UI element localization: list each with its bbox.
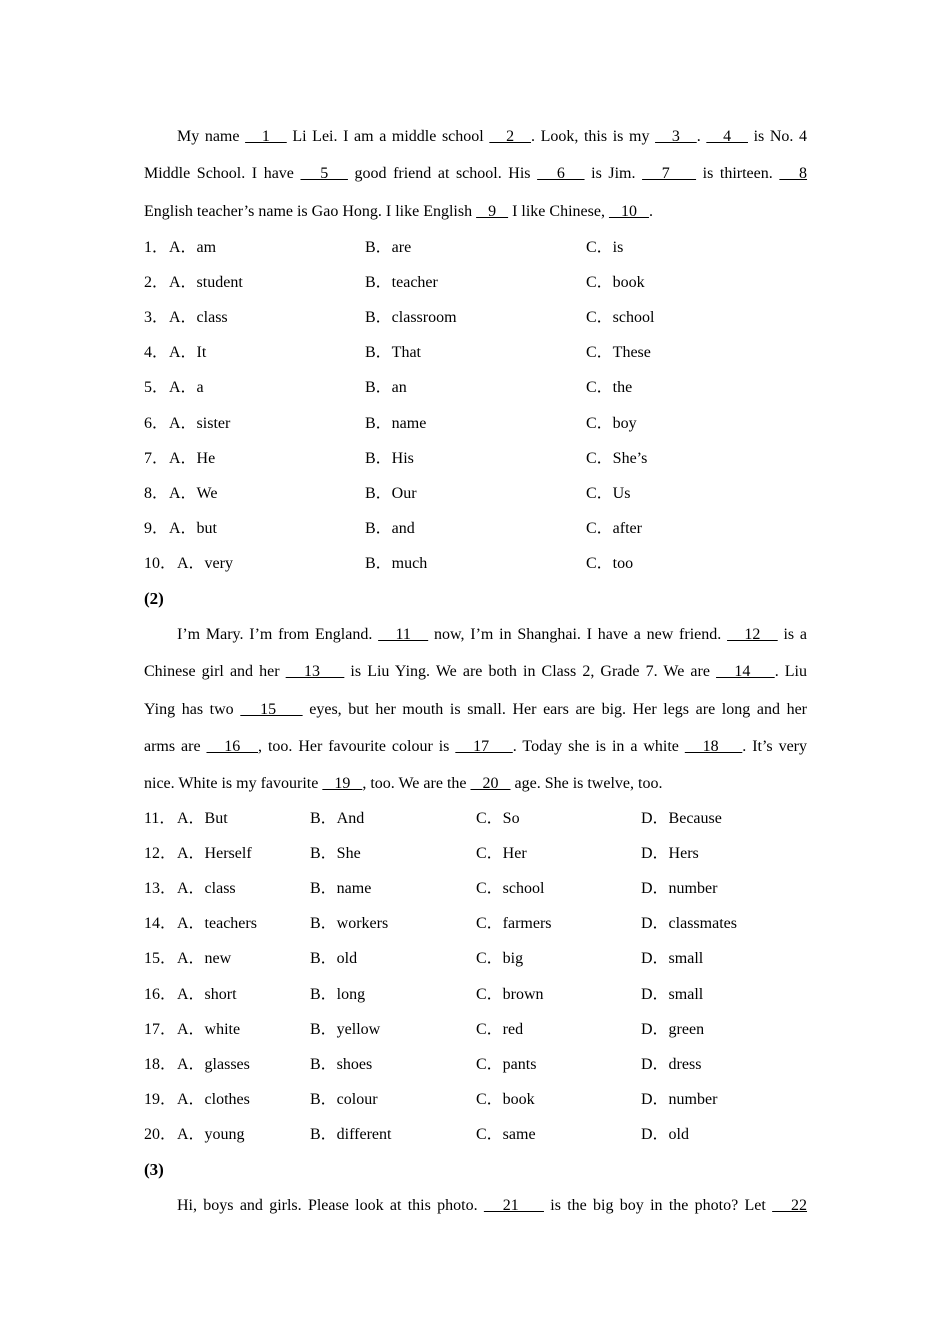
option-d: D．small [641,985,704,1003]
answer-blank: 3 [655,128,697,145]
answer-blank: 16 [206,738,259,755]
answer-blank: 1 [245,128,287,145]
question-number: 19． [144,1090,177,1108]
passage-line [144,774,807,794]
option-a: A．am [169,239,217,256]
option-c: C．boy [586,414,637,432]
passage-text: nice. White is my favourite [144,775,323,792]
question-number: 3． [144,309,169,327]
option-c: C．brown [476,985,544,1003]
option-b: B．teacher [365,274,438,292]
answer-blank: 2 [489,128,531,145]
passage-text: is thirteen. [696,165,780,182]
passage-text: . Liu [774,663,807,680]
option-b: B．That [365,344,421,362]
option-c: C．Us [586,484,631,502]
option-c: C．red [476,1020,524,1038]
answer-blank: 19 [322,775,363,792]
passage-text: eyes, but her mouth is small. Her ears are big. Her legs are long and her [302,701,808,718]
passage-line [144,737,807,757]
passage-text: Chinese girl and her [144,663,286,680]
option-a: A．but [169,519,218,537]
option-c: C．the [586,379,633,397]
option-a: A．Herself [177,845,252,863]
answer-blank: 5 [300,165,348,182]
answer-blank: 9 [476,203,509,220]
option-d: D．dress [641,1055,702,1073]
option-a: A．very [177,554,233,572]
question-number: 20． [144,1125,177,1143]
option-b: B．much [365,554,428,572]
option-d: D．classmates [641,915,737,933]
option-b: B．and [365,519,415,537]
option-a: A．young [177,1125,245,1143]
passage-text: is a [777,626,808,643]
option-b: B．colour [310,1090,378,1108]
passage-line [144,164,807,184]
option-b: B．long [310,985,366,1003]
option-a: A．It [169,344,207,362]
passage-text: Middle School. I have [144,165,301,182]
answer-blank: 15 [240,701,303,718]
passage-text: Ying has two [144,701,241,718]
question-number: 14． [144,915,177,933]
passage-text: is Jim. [584,165,643,182]
answer-blank: 18 [684,738,743,755]
option-b: B．yellow [310,1020,381,1038]
passage-text: . It’s very [742,738,808,755]
option-b: B．are [365,239,412,256]
passage-text: My name [177,128,246,145]
answer-blank: 12 [727,626,778,643]
option-a: A．But [177,810,228,827]
option-c: C．book [586,274,645,292]
passage-line [144,700,807,720]
option-d: D．number [641,1090,718,1108]
answer-blank: 10 [608,203,649,220]
option-c: C．So [476,810,520,827]
question-number: 18． [144,1055,177,1073]
answer-blank: 11 [378,626,429,643]
answer-blank: 7 [642,165,697,182]
passage-text: arms are [144,738,207,755]
answer-blank: 13 [285,663,345,680]
section-3-heading: (3) [144,1160,164,1179]
question-number: 10． [144,554,177,572]
question-number: 4． [144,344,169,362]
option-b: B．shoes [310,1055,373,1073]
question-number: 1． [144,239,169,256]
question-number: 6． [144,414,169,432]
option-b: B．name [310,880,372,898]
option-d: D．green [641,1020,705,1038]
question-number: 2． [144,274,169,292]
question-number: 7． [144,449,169,467]
option-b: B．Our [365,484,417,502]
passage-text: , too. Her favourite colour is [258,738,456,755]
option-c: C．pants [476,1055,537,1073]
passage-line [177,1196,807,1216]
passage-text: now, I’m in Shanghai. I have a new friend. [428,626,728,643]
question-number: 13． [144,880,177,898]
passage-text: good friend at school. His [347,165,538,182]
option-a: A．class [177,880,236,898]
option-a: A．He [169,449,216,467]
passage-text: Hi, boys and girls. Please look at this photo. [177,1197,484,1214]
option-c: C．after [586,519,642,537]
option-a: A．sister [169,414,231,432]
question-number: 16． [144,985,177,1003]
passage-text: age. She is twelve, too. [510,775,663,792]
passage-text: English teacher’s name is Gao Hong. I like English [144,203,477,220]
answer-blank: 21 [483,1197,544,1214]
answer-blank: 20 [470,775,511,792]
option-d: D．old [641,1125,690,1143]
option-a: A．a [169,379,204,397]
option-c: C．These [586,344,651,362]
option-c: C．school [586,309,655,327]
option-b: B．an [365,379,407,397]
answer-blank: 8 [779,165,808,182]
passage-text: is the big boy in the photo? Let [543,1197,773,1214]
answer-blank: 14 [716,663,775,680]
option-d: D．Hers [641,845,699,863]
passage-text: is No. 4 [747,128,808,145]
option-c: C．She’s [586,449,648,467]
section-2-heading: (2) [144,589,164,608]
option-d: D．number [641,880,718,898]
option-c: C．big [476,950,524,968]
option-b: B．She [310,845,361,863]
option-a: A．class [169,309,228,327]
passage-text: , too. We are the [362,775,471,792]
passage-line [177,625,807,645]
option-a: A．clothes [177,1090,250,1108]
passage-line [144,202,807,222]
question-number: 15． [144,950,177,968]
answer-blank: 4 [706,128,748,145]
option-a: A．white [177,1020,241,1038]
option-b: B．name [365,414,427,432]
passage-text: . [696,128,707,145]
passage-line [177,127,807,147]
option-c: C．Her [476,845,527,863]
question-number: 17． [144,1020,177,1038]
option-a: A．student [169,274,243,292]
option-c: C．same [476,1125,536,1143]
option-b: B．And [310,810,365,827]
question-number: 11． [144,810,176,827]
option-c: C．book [476,1090,535,1108]
passage-text: . Today she is in a white [512,738,685,755]
option-a: A．We [169,484,218,502]
option-c: C．school [476,880,545,898]
answer-blank: 22 [772,1197,808,1214]
passage-text: Li Lei. I am a middle school [286,128,490,145]
question-number: 5． [144,379,169,397]
question-number: 9． [144,519,169,537]
question-number: 8． [144,484,169,502]
passage-text: . [648,203,653,220]
option-c: C．too [586,554,634,572]
option-b: B．workers [310,915,389,933]
option-b: B．different [310,1125,392,1143]
passage-text: . Look, this is my [531,128,656,145]
passage-line [144,662,807,682]
question-number: 12． [144,845,177,863]
option-c: C．is [586,239,624,256]
answer-blank: 17 [455,738,513,755]
option-d: D．small [641,950,704,968]
option-b: B．His [365,449,414,467]
option-b: B．classroom [365,309,457,327]
option-c: C．farmers [476,915,552,933]
passage-text: is Liu Ying. We are both in Class 2, Grade 7. We are [344,663,717,680]
option-a: A．teachers [177,915,257,933]
passage-text: I like Chinese, [508,203,609,220]
option-b: B．old [310,950,358,968]
option-d: D．Because [641,810,722,827]
answer-blank: 6 [537,165,585,182]
passage-text: I’m Mary. I’m from England. [177,626,379,643]
option-a: A．short [177,985,237,1003]
option-a: A．new [177,950,232,968]
option-a: A．glasses [177,1055,250,1073]
